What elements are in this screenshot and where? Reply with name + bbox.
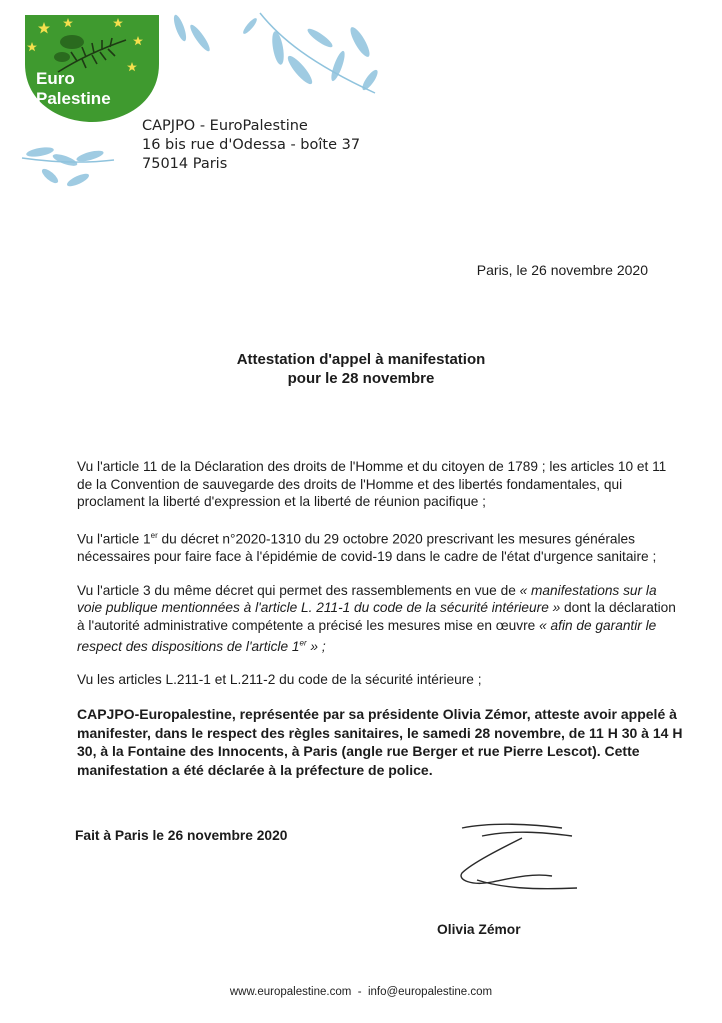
- title-line-1: Attestation d'appel à manifestation: [236, 351, 486, 368]
- paragraph-5-attestation: CAPJPO-Europalestine, représentée par sa présidente Olivia Zémor, atteste avoir appelé à manifester, dans le respect des règles sanitaires, le samedi 28 novembre, de 11 H 30 à 14 H 30, à la Fontaine des Innocents, à Paris (angle rue Berger et rue Pierre Lescot). Cette manifestation a été déclarée à la préfecture de police.: [77, 706, 683, 778]
- done-at: Fait à Paris le 26 novembre 2020: [75, 828, 288, 843]
- p3-quote-1: « manifestations sur la voie publique mentionnées à l'article L. 211-1 du code de la sécurité intérieure »: [77, 582, 657, 616]
- p3-sup: er: [299, 638, 307, 648]
- olive-leaves-decoration: [160, 8, 420, 100]
- olive-leaves-decoration-left: [20, 138, 116, 194]
- footer-website[interactable]: www.europalestine.com: [229, 986, 352, 998]
- p3-quote-2-end: » ;: [306, 638, 326, 654]
- letter-date: Paris, le 26 novembre 2020: [476, 262, 648, 278]
- document-title: [0, 350, 722, 388]
- p2-sup: er: [150, 530, 158, 540]
- p2-text-a: Vu l'article 1: [77, 531, 151, 547]
- paragraph-3: [77, 582, 684, 656]
- sender-city: 75014 Paris: [142, 156, 228, 172]
- sender-street: 16 bis rue d'Odessa - boîte 37: [142, 137, 361, 153]
- p3-quote-2-text: « afin de garantir le respect des dispositions de l'article 1: [77, 617, 657, 654]
- p3-text-b: dont la déclaration à l'autorité administrative compétente a précisé les mesures mise en œuvre: [77, 600, 676, 633]
- footer-email[interactable]: info@europalestine.com: [367, 986, 493, 998]
- sender-address: [142, 117, 360, 174]
- p3-text-a: Vu l'article 3 du même décret qui permet des rassemblements en vue de: [77, 582, 520, 598]
- signer-name: Olivia Zémor: [437, 922, 521, 937]
- logo-text-euro: Euro: [36, 69, 75, 88]
- footer: [0, 986, 722, 998]
- handwritten-signature: [452, 818, 582, 898]
- europalestine-logo: [22, 12, 162, 124]
- footer-separator: -: [357, 986, 362, 998]
- paragraph-2: [77, 527, 684, 566]
- title-line-2: pour le 28 novembre: [287, 370, 435, 387]
- sender-org: CAPJPO - EuroPalestine: [142, 118, 308, 134]
- paragraph-4: Vu les articles L.211-1 et L.211-2 du code de la sécurité intérieure ;: [77, 672, 482, 688]
- paragraph-1: Vu l'article 11 de la Déclaration des droits de l'Homme et du citoyen de 1789 ; les articles 10 et 11 de la Convention de sauvegarde des droits de l'Homme et des libertés fondamentales, qui proclament la liberté d'expression et la liberté de réunion pacifique ;: [77, 459, 667, 510]
- p2-text-b: du décret n°2020-1310 du 29 octobre 2020 prescrivant les mesures générales nécessaires pour faire face à l'épidémie de covid-19 dans le cadre de l'état d'urgence sanitaire ;: [77, 531, 657, 564]
- letter-body: [77, 458, 684, 795]
- logo-text-palestine: Palestine: [36, 89, 111, 108]
